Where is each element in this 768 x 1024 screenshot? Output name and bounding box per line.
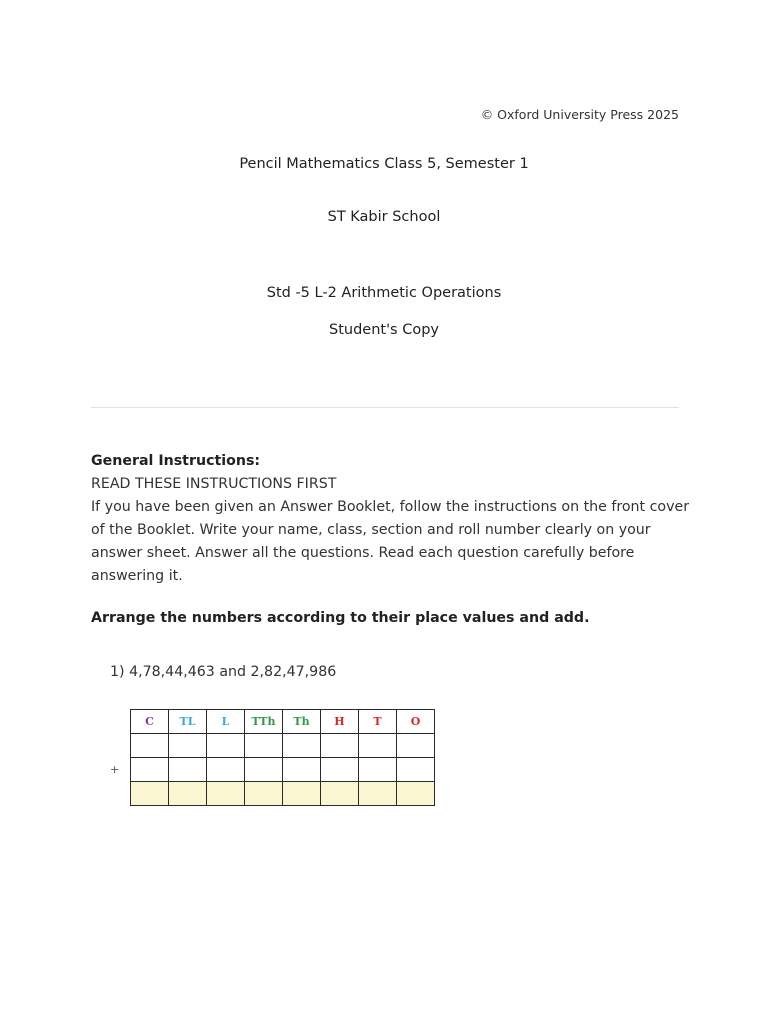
- header-cell-crore: C: [131, 710, 169, 734]
- answer-cell[interactable]: [397, 734, 435, 758]
- chapter-title: Std -5 L-2 Arithmetic Operations: [266, 285, 502, 301]
- answer-cell[interactable]: [169, 758, 207, 782]
- addend-row-1: [131, 734, 435, 758]
- header-cell-ten-lakh: TL: [169, 710, 207, 734]
- answer-cell[interactable]: [359, 734, 397, 758]
- answer-cell[interactable]: [359, 758, 397, 782]
- sum-cell[interactable]: [207, 782, 245, 806]
- answer-cell[interactable]: [131, 734, 169, 758]
- sum-cell[interactable]: [245, 782, 283, 806]
- answer-cell[interactable]: [207, 758, 245, 782]
- book-title: Pencil Mathematics Class 5, Semester 1: [239, 156, 529, 172]
- instructions-heading: General Instructions:: [91, 453, 261, 469]
- addend-row-2: [131, 758, 435, 782]
- answer-cell[interactable]: [321, 758, 359, 782]
- task-title: Arrange the numbers according to their place values and add.: [91, 610, 590, 626]
- answer-cell[interactable]: [245, 734, 283, 758]
- sum-cell[interactable]: [397, 782, 435, 806]
- sum-cell[interactable]: [283, 782, 321, 806]
- answer-cell[interactable]: [283, 758, 321, 782]
- section-divider: [91, 407, 679, 408]
- answer-cell[interactable]: [397, 758, 435, 782]
- sum-cell[interactable]: [131, 782, 169, 806]
- table-header-row: [131, 710, 435, 734]
- instructions-body: If you have been given an Answer Booklet, follow the instructions on the front cover of the Booklet. Write your name, class, section and roll number clearly on your answer sheet. Answer all the questions. Read each question carefully before answering it.: [91, 499, 690, 584]
- answer-cell[interactable]: [131, 758, 169, 782]
- header-cell-one: O: [397, 710, 435, 734]
- question-1: 1) 4,78,44,463 and 2,82,47,986: [110, 664, 337, 680]
- header-cell-hundred: H: [321, 710, 359, 734]
- answer-cell[interactable]: [169, 734, 207, 758]
- general-instructions: [91, 450, 691, 588]
- sum-cell[interactable]: [169, 782, 207, 806]
- copy-type: Student's Copy: [328, 322, 439, 338]
- answer-cell[interactable]: [321, 734, 359, 758]
- header-cell-thousand: Th: [283, 710, 321, 734]
- instructions-subheading: READ THESE INSTRUCTIONS FIRST: [91, 476, 337, 492]
- school-name: ST Kabir School: [327, 209, 441, 225]
- answer-cell[interactable]: [245, 758, 283, 782]
- header-cell-ten-thousand: TTh: [245, 710, 283, 734]
- header-cell-lakh: L: [207, 710, 245, 734]
- place-value-table: [130, 709, 435, 806]
- sum-cell[interactable]: [359, 782, 397, 806]
- answer-cell[interactable]: [207, 734, 245, 758]
- header-cell-ten: T: [359, 710, 397, 734]
- sum-cell[interactable]: [321, 782, 359, 806]
- sum-row: [131, 782, 435, 806]
- plus-operator: +: [110, 763, 120, 776]
- copyright-notice: © Oxford University Press 2025: [480, 107, 679, 122]
- answer-cell[interactable]: [283, 734, 321, 758]
